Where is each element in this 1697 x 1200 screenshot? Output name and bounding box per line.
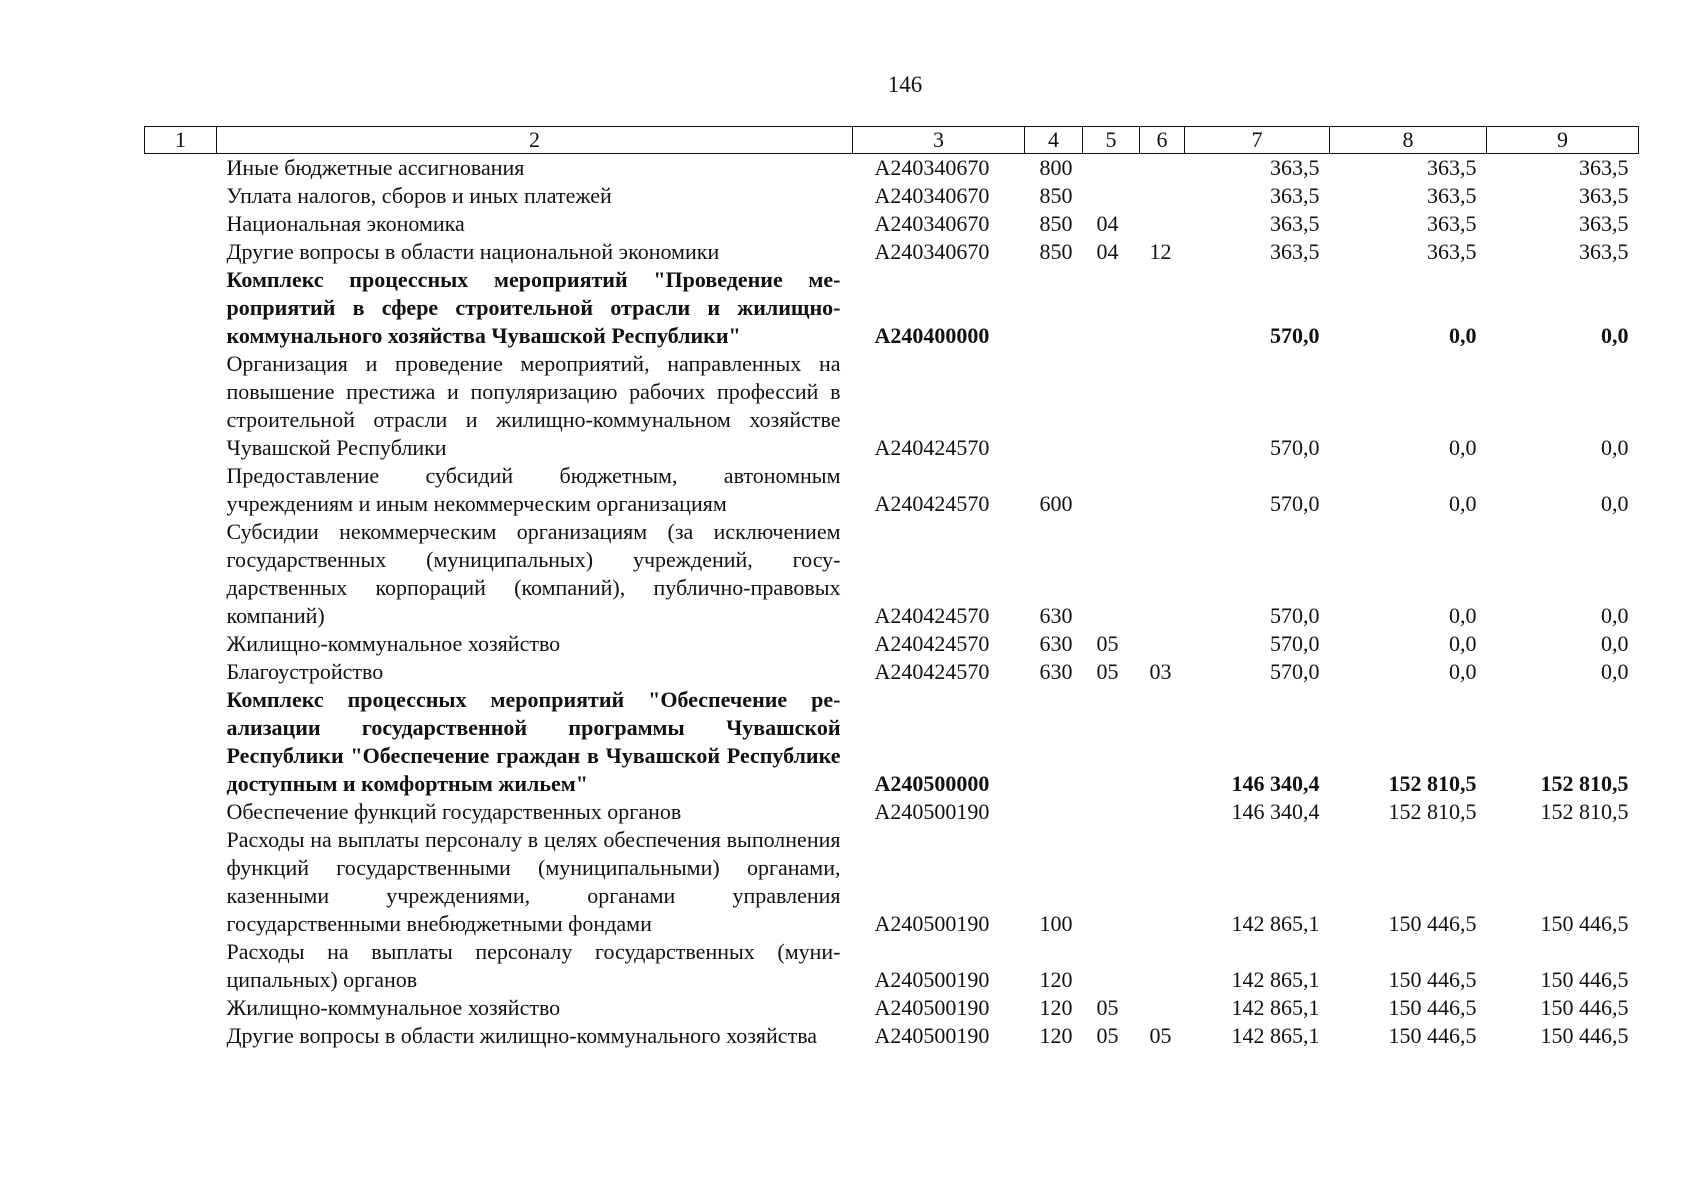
row-col-5: [1083, 462, 1140, 518]
row-col-4: 120: [1039, 967, 1073, 992]
row-code: А240424570: [874, 435, 990, 460]
row-col-4: 850: [1039, 183, 1073, 208]
row-col-4: 120: [1039, 1023, 1073, 1048]
row-code: А240500000: [874, 771, 990, 796]
row-col-4: 850: [1039, 239, 1073, 264]
header-row: [145, 127, 1639, 154]
row-code: А240424570: [874, 491, 990, 516]
table-row: [145, 154, 1639, 183]
row-col-4: [1025, 686, 1083, 798]
row-col-6: [1140, 518, 1185, 630]
cell-col-1: [145, 518, 217, 630]
row-value-8: 0,0: [1449, 323, 1477, 348]
cell-col-1: [145, 826, 217, 938]
row-value-7: 570,0: [1270, 603, 1320, 628]
budget-table: [144, 126, 1639, 1050]
row-value-8: 363,5: [1427, 155, 1477, 180]
cell-col-1: [145, 238, 217, 266]
table-row: [145, 994, 1639, 1022]
row-value-9: 0,0: [1601, 491, 1629, 516]
header-col-1: 1: [145, 127, 217, 154]
row-name: Жилищно-коммунальное хозяйство: [226, 995, 561, 1020]
row-code: А240424570: [874, 631, 990, 656]
cell-col-1: [145, 994, 217, 1022]
row-value-8: 0,0: [1449, 631, 1477, 656]
row-code: А240424570: [874, 659, 990, 684]
row-col-4: 630: [1039, 659, 1073, 684]
row-name: Благоустройство: [226, 659, 384, 684]
row-name: Комплекс процессных мероприятий "Проведение мероприятий в сфере строительной отрасли и жилищно-коммунального хозяйства Чувашской Республики": [226, 267, 841, 348]
row-col-5: 05: [1096, 659, 1119, 684]
row-name: Обеспечение функций государственных органов: [226, 799, 682, 824]
header-col-2: 2: [217, 127, 853, 154]
header-col-5: 5: [1083, 127, 1140, 154]
row-value-7: 363,5: [1270, 211, 1320, 236]
row-value-8: 150 446,5: [1388, 1023, 1477, 1048]
row-value-8: 152 810,5: [1388, 799, 1477, 824]
table-header: [145, 127, 1639, 154]
row-code: А240500190: [874, 799, 990, 824]
cell-col-1: [145, 1022, 217, 1050]
row-col-5: [1083, 350, 1140, 462]
row-col-6: [1140, 182, 1185, 210]
cell-col-1: [145, 938, 217, 994]
row-value-9: 0,0: [1601, 323, 1629, 348]
row-col-5: [1083, 518, 1140, 630]
row-col-4: 120: [1039, 995, 1073, 1020]
row-code: А240340670: [874, 155, 990, 180]
row-col-6: [1140, 630, 1185, 658]
row-col-5: [1083, 938, 1140, 994]
cell-col-1: [145, 154, 217, 183]
table-row: [145, 182, 1639, 210]
row-name: Расходы на выплаты персоналу государственных (муниципальных) органов: [226, 939, 841, 992]
row-col-6: [1140, 350, 1185, 462]
row-col-6: [1140, 154, 1185, 183]
row-value-7: 146 340,4: [1231, 799, 1320, 824]
row-col-6: [1140, 686, 1185, 798]
table-row: [145, 938, 1639, 994]
row-name: Организация и проведение мероприятий, направленных на повышение престижа и популяризацию рабочих профессий в строительной отрасли и жилищно-коммунальном хозяйстве Чувашской Республики: [226, 351, 841, 460]
row-value-9: 363,5: [1579, 211, 1629, 236]
row-code: А240500190: [874, 911, 990, 936]
row-name: Иные бюджетные ассигнования: [226, 155, 525, 180]
row-col-6: [1140, 210, 1185, 238]
row-value-8: 363,5: [1427, 239, 1477, 264]
row-col-5: 05: [1096, 995, 1119, 1020]
row-value-9: 150 446,5: [1540, 995, 1629, 1020]
cell-col-1: [145, 630, 217, 658]
row-name: Национальная экономика: [226, 211, 465, 236]
row-col-6: [1140, 826, 1185, 938]
row-code: А240500190: [874, 967, 990, 992]
header-col-9: 9: [1487, 127, 1639, 154]
cell-col-1: [145, 210, 217, 238]
row-col-5: [1083, 686, 1140, 798]
row-col-6: [1140, 266, 1185, 350]
row-value-8: 0,0: [1449, 603, 1477, 628]
row-col-6: 05: [1149, 1023, 1172, 1048]
cell-col-1: [145, 686, 217, 798]
row-code: А240340670: [874, 239, 990, 264]
row-col-6: 12: [1149, 239, 1172, 264]
row-value-8: 363,5: [1427, 211, 1477, 236]
header-col-3: 3: [853, 127, 1025, 154]
row-value-8: 152 810,5: [1388, 771, 1477, 796]
table-row: [145, 266, 1639, 350]
row-name: Другие вопросы в области жилищно-коммунального хозяйства: [226, 1023, 818, 1048]
row-col-6: [1140, 938, 1185, 994]
row-col-5: 04: [1096, 211, 1119, 236]
table-row: [145, 658, 1639, 686]
cell-col-1: [145, 798, 217, 826]
table-row: [145, 686, 1639, 798]
table-row: [145, 1022, 1639, 1050]
row-code: А240500190: [874, 995, 990, 1020]
row-value-7: 570,0: [1270, 491, 1320, 516]
row-value-7: 570,0: [1270, 435, 1320, 460]
row-value-7: 142 865,1: [1231, 967, 1320, 992]
row-value-8: 0,0: [1449, 435, 1477, 460]
row-col-4: 630: [1039, 631, 1073, 656]
cell-col-1: [145, 462, 217, 518]
row-name: Уплата налогов, сборов и иных платежей: [226, 183, 612, 208]
row-value-8: 150 446,5: [1388, 995, 1477, 1020]
cell-col-1: [145, 350, 217, 462]
row-value-7: 570,0: [1270, 659, 1320, 684]
header-col-4: 4: [1025, 127, 1083, 154]
row-value-7: 142 865,1: [1231, 995, 1320, 1020]
cell-col-1: [145, 658, 217, 686]
row-col-5: 05: [1096, 1023, 1119, 1048]
row-col-5: 05: [1096, 631, 1119, 656]
header-col-6: 6: [1140, 127, 1185, 154]
row-col-6: 03: [1149, 659, 1172, 684]
row-value-9: 150 446,5: [1540, 967, 1629, 992]
row-col-4: 600: [1039, 491, 1073, 516]
row-col-6: [1140, 994, 1185, 1022]
row-value-9: 0,0: [1601, 659, 1629, 684]
row-value-9: 363,5: [1579, 239, 1629, 264]
row-col-4: 850: [1039, 211, 1073, 236]
table-row: [145, 630, 1639, 658]
row-value-7: 363,5: [1270, 155, 1320, 180]
table-row: [145, 210, 1639, 238]
table-row: [145, 350, 1639, 462]
row-name: Расходы на выплаты персоналу в целях обеспечения выполнения функций государственными (муниципальными) органами, казенными учреждениями, органами управления государственными внебюджетными фондами: [226, 827, 841, 936]
table-body: [145, 154, 1639, 1051]
header-col-7: 7: [1185, 127, 1330, 154]
row-value-7: 363,5: [1270, 239, 1320, 264]
row-col-5: 04: [1096, 239, 1119, 264]
row-value-8: 150 446,5: [1388, 911, 1477, 936]
row-value-7: 570,0: [1270, 631, 1320, 656]
row-col-4: [1025, 266, 1083, 350]
row-value-9: 150 446,5: [1540, 1023, 1629, 1048]
row-col-5: [1083, 798, 1140, 826]
row-code: А240400000: [874, 323, 990, 348]
row-value-8: 150 446,5: [1388, 967, 1477, 992]
row-value-9: 0,0: [1601, 631, 1629, 656]
row-name: Субсидии некоммерческим организациям (за исключением государственных (муниципальных) учреждений, государственных корпораций (компаний), публично-правовых компаний): [226, 519, 841, 628]
table-row: [145, 462, 1639, 518]
cell-col-1: [145, 266, 217, 350]
row-col-4: 800: [1039, 155, 1073, 180]
row-value-9: 363,5: [1579, 183, 1629, 208]
header-col-8: 8: [1330, 127, 1487, 154]
row-value-9: 363,5: [1579, 155, 1629, 180]
row-value-7: 142 865,1: [1231, 1023, 1320, 1048]
row-value-8: 0,0: [1449, 491, 1477, 516]
row-col-5: [1083, 266, 1140, 350]
row-value-8: 363,5: [1427, 183, 1477, 208]
row-col-4: [1025, 350, 1083, 462]
table-row: [145, 826, 1639, 938]
row-name: Жилищно-коммунальное хозяйство: [226, 631, 561, 656]
row-col-6: [1140, 462, 1185, 518]
row-col-5: [1083, 826, 1140, 938]
row-code: А240340670: [874, 183, 990, 208]
row-value-7: 570,0: [1270, 323, 1320, 348]
row-value-9: 0,0: [1601, 603, 1629, 628]
row-col-4: 630: [1039, 603, 1073, 628]
table-row: [145, 798, 1639, 826]
row-code: А240500190: [874, 1023, 990, 1048]
row-value-9: 0,0: [1601, 435, 1629, 460]
row-value-7: 363,5: [1270, 183, 1320, 208]
row-value-9: 152 810,5: [1540, 771, 1629, 796]
table-row: [145, 518, 1639, 630]
row-col-6: [1140, 798, 1185, 826]
row-col-4: [1025, 798, 1083, 826]
row-name: Другие вопросы в области национальной экономики: [226, 239, 720, 264]
row-name: Предоставление субсидий бюджетным, автономным учреждениям и иным некоммерческим организациям: [226, 463, 841, 516]
row-name: Комплекс процессных мероприятий "Обеспечение реализации государственной программы Чувашской Республики "Обеспечение граждан в Чувашской Республике доступным и комфортным жильем": [226, 687, 841, 796]
cell-col-1: [145, 182, 217, 210]
page-number: 146: [887, 72, 923, 97]
row-code: А240340670: [874, 211, 990, 236]
row-col-4: 100: [1039, 911, 1073, 936]
row-col-5: [1083, 182, 1140, 210]
row-value-7: 146 340,4: [1231, 771, 1320, 796]
row-value-9: 152 810,5: [1540, 799, 1629, 824]
row-value-8: 0,0: [1449, 659, 1477, 684]
table-row: [145, 238, 1639, 266]
row-col-5: [1083, 154, 1140, 183]
row-value-7: 142 865,1: [1231, 911, 1320, 936]
row-value-9: 150 446,5: [1540, 911, 1629, 936]
row-code: А240424570: [874, 603, 990, 628]
